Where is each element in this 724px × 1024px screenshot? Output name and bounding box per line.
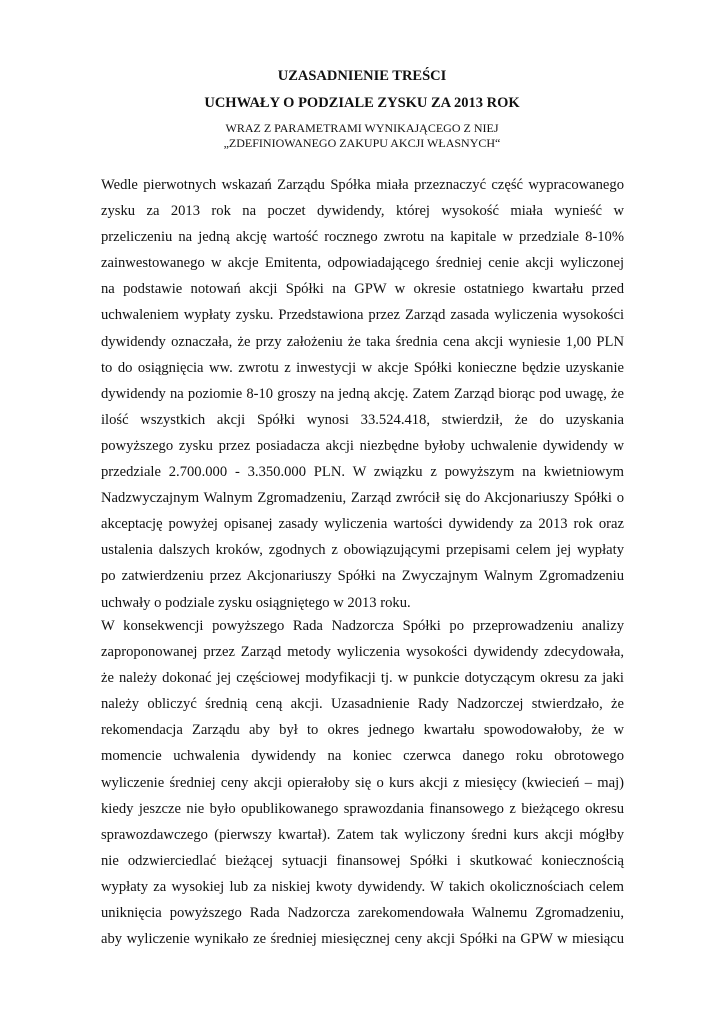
- paragraph-line: uniknięcia powyższego Rada Nadzorcza zarekomendowała Walnemu Zgromadzeniu,: [101, 905, 624, 922]
- paragraph-line: rekomendacja Zarządu aby był to okres jednego kwartału spowodowałoby, że w: [101, 722, 624, 739]
- paragraph-line: zaproponowanej przez Zarząd metody wyliczenia wysokości dywidendy zdecydowała,: [101, 644, 624, 661]
- paragraph-line: Wedle pierwotnych wskazań Zarządu Spółka miała przeznaczyć część wypracowanego: [101, 177, 624, 193]
- paragraph-line: powyższego zysku przez posiadacza akcji niezbędne byłoby uchwalenie dywidendy w: [101, 437, 624, 454]
- paragraph-line: uchwały o podziale zysku osiągniętego w 2013 roku.: [101, 594, 411, 611]
- paragraph-line: akceptację powyżej opisanej zasady wyliczenia wartości dywidendy za 2013 rok oraz: [101, 516, 624, 533]
- paragraph-line: zainwestowanego w akcje Emitenta, odpowiadającego średniej cenie akcji wyliczonej: [101, 255, 624, 272]
- paragraph-line: że należy dokonać jej częściowej modyfikacji tj. w punkcie dotyczącym okresu za jaki: [101, 670, 624, 687]
- paragraph-line: przeliczeniu na jedną akcję wartość rocznego zwrotu na kapitale w przedziale 8-10%: [101, 229, 624, 246]
- document-subtitle-line-1: WRAZ Z PARAMETRAMI WYNIKAJĄCEGO Z NIEJ: [225, 121, 499, 135]
- paragraph-line: ustalenia dalszych kroków, zgodnych z obowiązującymi przepisami celem jej wypłaty: [101, 542, 624, 559]
- paragraph-line: dywidendy oznaczała, że przy założeniu że taka średnia cena akcji wyniesie 1,00 PLN: [101, 333, 624, 350]
- paragraph-line: aby wyliczenie wynikało ze średniej miesięcznej ceny akcji Spółki na GPW w miesiącu: [101, 931, 624, 948]
- paragraph-line: Nadzwyczajnym Walnym Zgromadzeniu, Zarząd zwrócił się do Akcjonariuszy Spółki o: [101, 490, 624, 507]
- paragraph-line: zysku za 2013 rok na poczet dywidendy, której wysokość miała wynieść w: [101, 203, 624, 220]
- paragraph-line: momencie uchwalenia dywidendy na koniec czerwca danego roku obrotowego: [101, 748, 624, 765]
- paragraph-line: sprawozdawczego (pierwszy kwartał). Zatem tak wyliczony średni kurs akcji mógłby: [101, 826, 624, 843]
- paragraph-line: przedziale 2.700.000 - 3.350.000 PLN. W związku z powyższym na kwietniowym: [101, 464, 624, 481]
- paragraph-line: należy obliczyć średnią ceną akcji. Uzasadnienie Rady Nadzorczej stwierdzało, że: [101, 696, 624, 713]
- paragraph-line: na podstawie notowań akcji Spółki na GPW w okresie ostatniego kwartału przed: [101, 281, 624, 298]
- paragraph-line: ilość wszystkich akcji Spółki wynosi 33.524.418, stwierdził, że do uzyskania: [101, 411, 624, 428]
- paragraph-line: to do osiągnięcia ww. zwrotu z inwestycji w akcje Spółki konieczne będzie uzyskanie: [101, 359, 624, 376]
- paragraph-line: po zatwierdzeniu przez Akcjonariuszy Spółki na Zwyczajnym Walnym Zgromadzeniu: [101, 568, 624, 585]
- paragraph-line: nie odzwierciedlać bieżącej sytuacji finansowej Spółki i skutkować koniecznością: [101, 852, 624, 869]
- document-title-line-2: UCHWAŁY O PODZIALE ZYSKU ZA 2013 ROK: [204, 95, 520, 111]
- paragraph-line: W konsekwencji powyższego Rada Nadzorcza Spółki po przeprowadzeniu analizy: [101, 618, 624, 634]
- document-subtitle-line-2: „ZDEFINIOWANEGO ZAKUPU AKCJI WŁASNYCH“: [223, 136, 501, 150]
- document-title-line-1: UZASADNIENIE TREŚCI: [277, 68, 447, 84]
- paragraph-line: dywidendy na poziomie 8-10 groszy na jedną akcję. Zatem Zarząd biorąc pod uwagę, że: [101, 385, 624, 402]
- paragraph-2: [101, 613, 624, 952]
- paragraph-line: wypłaty za wysokiej lub za niskiej kwoty dywidendy. W takich okolicznościach celem: [101, 878, 624, 895]
- paragraph-line: kiedy jeszcze nie było opublikowanego sprawozdania finansowego z bieżącego okresu: [101, 800, 624, 817]
- paragraph-line: wyliczenie średniej ceny akcji opierałoby się o kurs akcji z miesięcy (kwiecień – maj): [101, 774, 624, 791]
- paragraph-line: uchwaleniem wypłaty zysku. Przedstawiona przez Zarząd zasada wyliczenia wysokości: [101, 307, 624, 324]
- paragraph-1: [101, 172, 624, 616]
